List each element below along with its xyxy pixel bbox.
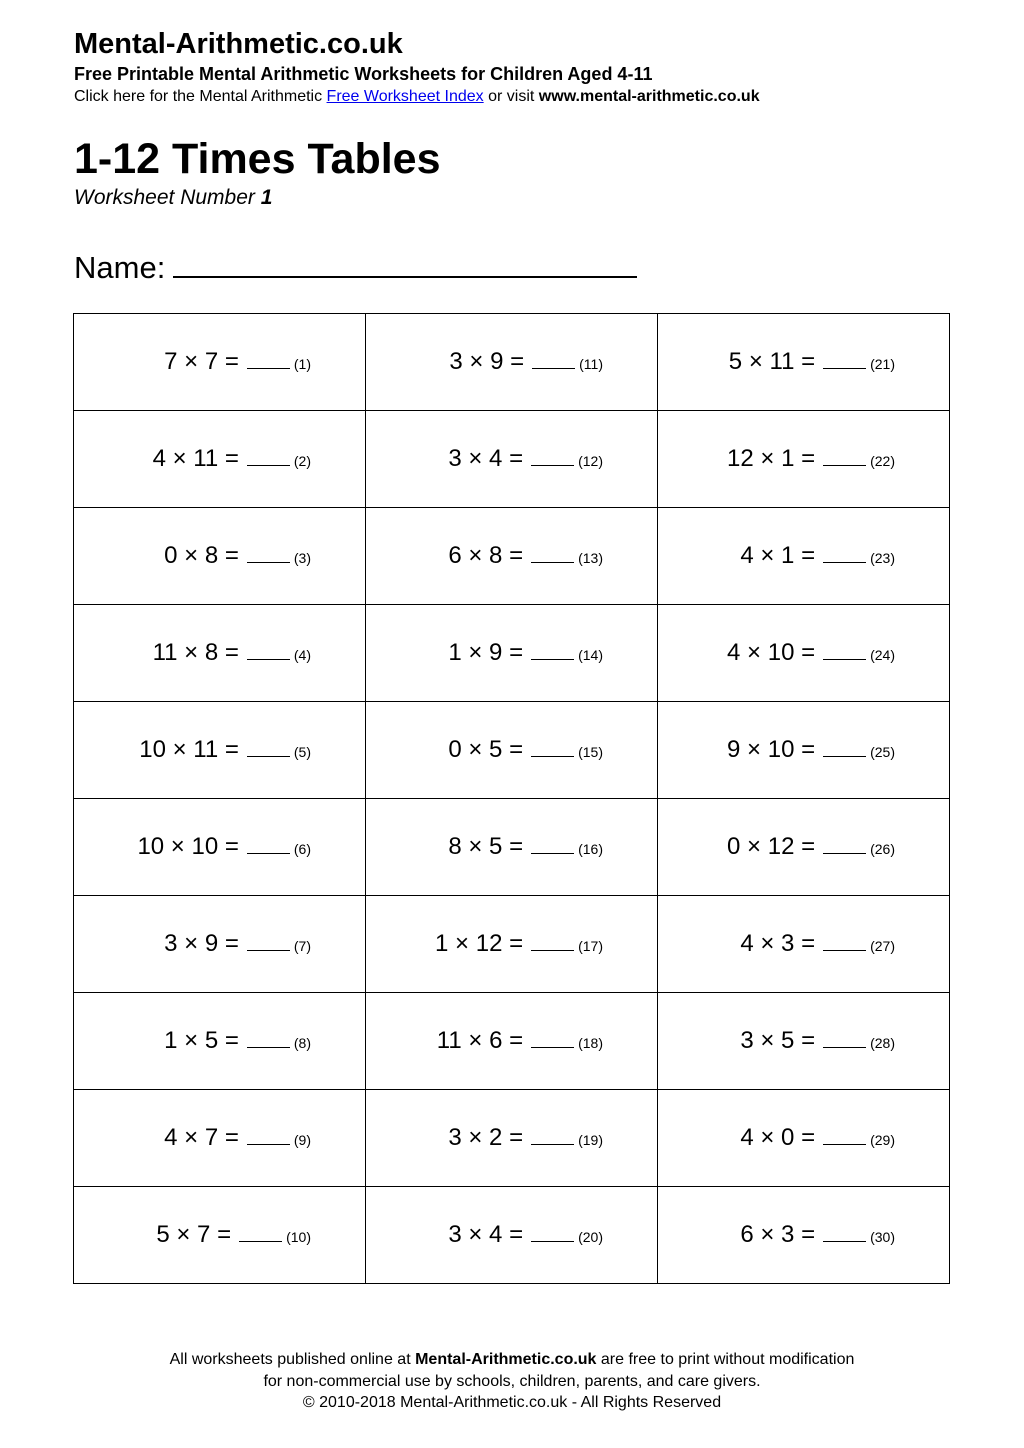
question-cell <box>658 993 950 1090</box>
question-cell <box>658 799 950 896</box>
answer-blank[interactable] <box>823 932 866 951</box>
worksheet-index-link[interactable]: Free Worksheet Index <box>326 88 484 105</box>
question-expression: 1 × 5 = <box>164 1027 239 1054</box>
answer-blank[interactable] <box>531 738 574 757</box>
question-number: (30) <box>870 1229 895 1245</box>
question-cell <box>74 799 366 896</box>
answer-blank[interactable] <box>823 835 866 854</box>
answer-blank[interactable] <box>247 350 290 369</box>
question <box>366 1027 603 1055</box>
answer-blank[interactable] <box>239 1223 282 1242</box>
question-number: (4) <box>293 647 311 663</box>
question-number: (1) <box>293 356 311 372</box>
question-expression: 1 × 12 = <box>435 930 524 957</box>
question-number: (16) <box>578 841 603 857</box>
question-expression: 10 × 11 = <box>139 736 239 763</box>
name-line <box>74 246 637 287</box>
answer-blank[interactable] <box>531 1029 574 1048</box>
question-expression: 0 × 5 = <box>448 736 524 763</box>
question-cell <box>366 1090 658 1187</box>
question-number: (2) <box>293 453 311 469</box>
question-row <box>74 993 950 1090</box>
question <box>658 736 895 764</box>
question-expression: 9 × 10 = <box>727 736 816 763</box>
question-cell <box>74 1187 366 1284</box>
question-number: (28) <box>870 1035 895 1051</box>
question <box>74 930 311 958</box>
question-expression: 8 × 5 = <box>448 833 524 860</box>
question-number: (7) <box>293 938 311 954</box>
question-number: (15) <box>578 744 603 760</box>
question-number: (17) <box>578 938 603 954</box>
question <box>366 736 603 764</box>
site-links-line <box>74 87 760 107</box>
question-expression: 0 × 8 = <box>164 542 239 569</box>
question-expression: 6 × 8 = <box>448 542 524 569</box>
answer-blank[interactable] <box>823 544 866 563</box>
question-cell <box>366 799 658 896</box>
answer-blank[interactable] <box>531 835 574 854</box>
question-number: (5) <box>293 744 311 760</box>
question-number: (12) <box>578 453 603 469</box>
question-number: (25) <box>870 744 895 760</box>
site-title: Mental-Arithmetic.co.uk <box>74 28 403 60</box>
question-row <box>74 702 950 799</box>
question <box>658 1124 895 1152</box>
question-cell <box>74 702 366 799</box>
question-expression: 5 × 7 = <box>156 1221 232 1248</box>
question <box>74 736 311 764</box>
answer-blank[interactable] <box>532 350 575 369</box>
question <box>658 833 895 861</box>
answer-blank[interactable] <box>823 1223 866 1242</box>
question-number: (22) <box>870 453 895 469</box>
question-expression: 12 × 1 = <box>727 445 816 472</box>
question-number: (20) <box>578 1229 603 1245</box>
answer-blank[interactable] <box>247 932 290 951</box>
question-cell <box>658 896 950 993</box>
answer-blank[interactable] <box>247 1126 290 1145</box>
links-prefix: Click here for the Mental Arithmetic <box>74 88 323 105</box>
question-number: (13) <box>578 550 603 566</box>
question-expression: 3 × 9 = <box>449 348 525 375</box>
worksheet-title: 1-12 Times Tables <box>74 135 441 183</box>
question-number: (11) <box>579 356 603 372</box>
question-number: (18) <box>578 1035 603 1051</box>
question-cell <box>658 1187 950 1284</box>
answer-blank[interactable] <box>823 1126 866 1145</box>
question <box>74 833 311 861</box>
footer-line-1-prefix: All worksheets published online at <box>169 1351 411 1368</box>
name-blank[interactable] <box>173 246 637 278</box>
answer-blank[interactable] <box>531 641 574 660</box>
question <box>74 1027 311 1055</box>
question-number: (23) <box>870 550 895 566</box>
question-expression: 5 × 11 = <box>728 348 816 375</box>
question <box>74 1221 311 1249</box>
question-expression: 3 × 4 = <box>448 1221 524 1248</box>
question-number: (19) <box>578 1132 603 1148</box>
question-cell <box>658 702 950 799</box>
footer-line-1-suffix: are free to print without modification <box>600 1351 855 1368</box>
question-number: (27) <box>870 938 895 954</box>
question-expression: 11 × 6 = <box>436 1027 524 1054</box>
question <box>366 930 603 958</box>
question-number: (9) <box>293 1132 311 1148</box>
answer-blank[interactable] <box>247 738 290 757</box>
question-expression: 0 × 12 = <box>727 833 816 860</box>
answer-blank[interactable] <box>531 1126 574 1145</box>
question <box>74 542 311 570</box>
worksheet-number: 1 <box>260 186 273 209</box>
question <box>74 1124 311 1152</box>
question-row <box>74 314 950 411</box>
question-number: (26) <box>870 841 895 857</box>
question-expression: 1 × 9 = <box>448 639 524 666</box>
question <box>658 542 895 570</box>
question-number: (21) <box>870 356 895 372</box>
question-cell <box>74 314 366 411</box>
question-number: (8) <box>293 1035 311 1051</box>
question <box>366 1124 603 1152</box>
footer-copyright: © 2010-2018 Mental-Arithmetic.co.uk - All Rights Reserved <box>302 1394 722 1411</box>
question-cell <box>366 896 658 993</box>
question-expression: 4 × 0 = <box>740 1124 816 1151</box>
answer-blank[interactable] <box>823 1029 866 1048</box>
answer-blank[interactable] <box>531 1223 574 1242</box>
question-row <box>74 508 950 605</box>
question-cell <box>658 508 950 605</box>
answer-blank[interactable] <box>247 835 290 854</box>
answer-blank[interactable] <box>531 932 574 951</box>
question-row <box>74 799 950 896</box>
answer-blank[interactable] <box>247 641 290 660</box>
footer <box>0 1349 1024 1414</box>
question-row <box>74 605 950 702</box>
question-expression: 11 × 8 = <box>152 639 239 666</box>
question-expression: 3 × 2 = <box>448 1124 524 1151</box>
question-cell <box>74 411 366 508</box>
question-number: (10) <box>286 1229 311 1245</box>
question-cell <box>366 1187 658 1284</box>
question-number: (6) <box>293 841 311 857</box>
answer-blank[interactable] <box>247 1029 290 1048</box>
name-label: Name: <box>74 250 166 285</box>
question-cell <box>658 314 950 411</box>
questions-table <box>73 313 950 1284</box>
answer-blank[interactable] <box>531 447 574 466</box>
question-row <box>74 896 950 993</box>
question <box>366 542 603 570</box>
question-cell <box>366 605 658 702</box>
footer-site-name: Mental-Arithmetic.co.uk <box>415 1351 597 1368</box>
question-cell <box>658 411 950 508</box>
question-number: (14) <box>578 647 603 663</box>
answer-blank[interactable] <box>823 350 866 369</box>
question <box>74 445 311 473</box>
answer-blank[interactable] <box>247 447 290 466</box>
footer-line-2: for non-commercial use by schools, children, parents, and care givers. <box>263 1372 761 1390</box>
question-number: (29) <box>870 1132 895 1148</box>
question-cell <box>74 1090 366 1187</box>
question-cell <box>74 993 366 1090</box>
worksheet-number-label: Worksheet Number <box>74 186 255 209</box>
question-expression: 3 × 4 = <box>448 445 524 472</box>
question-cell <box>658 1090 950 1187</box>
question-cell <box>74 508 366 605</box>
question-expression: 4 × 1 = <box>740 542 816 569</box>
question <box>366 348 603 376</box>
question-expression: 3 × 9 = <box>164 930 239 957</box>
question <box>658 1221 895 1249</box>
question-cell <box>366 314 658 411</box>
question-row <box>74 1090 950 1187</box>
answer-blank[interactable] <box>823 447 866 466</box>
question-expression: 7 × 7 = <box>164 348 239 375</box>
answer-blank[interactable] <box>823 641 866 660</box>
question-expression: 6 × 3 = <box>740 1221 816 1248</box>
question <box>366 833 603 861</box>
question <box>74 348 311 376</box>
question <box>658 930 895 958</box>
question <box>74 639 311 667</box>
question <box>366 1221 603 1249</box>
question <box>658 1027 895 1055</box>
question-expression: 4 × 11 = <box>152 445 239 472</box>
answer-blank[interactable] <box>823 738 866 757</box>
question-cell <box>74 896 366 993</box>
question <box>658 445 895 473</box>
question-number: (24) <box>870 647 895 663</box>
question-number: (3) <box>293 550 311 566</box>
question <box>366 445 603 473</box>
answer-blank[interactable] <box>247 544 290 563</box>
question-expression: 3 × 5 = <box>740 1027 816 1054</box>
worksheet-number-line <box>74 185 272 211</box>
question-row <box>74 411 950 508</box>
site-subtitle: Free Printable Mental Arithmetic Worksheets for Children Aged 4-11 <box>74 64 653 84</box>
question-cell <box>366 702 658 799</box>
question <box>658 348 895 376</box>
question-expression: 4 × 3 = <box>740 930 816 957</box>
question-row <box>74 1187 950 1284</box>
question-expression: 10 × 10 = <box>137 833 239 860</box>
question <box>658 639 895 667</box>
question-cell <box>74 605 366 702</box>
question-expression: 4 × 10 = <box>727 639 816 666</box>
site-url: www.mental-arithmetic.co.uk <box>538 88 760 105</box>
question-cell <box>366 993 658 1090</box>
footer-line-1 <box>0 1349 1024 1371</box>
question <box>366 639 603 667</box>
question-cell <box>366 508 658 605</box>
question-cell <box>658 605 950 702</box>
answer-blank[interactable] <box>531 544 574 563</box>
question-expression: 4 × 7 = <box>164 1124 239 1151</box>
links-middle: or visit <box>488 88 535 105</box>
question-cell <box>366 411 658 508</box>
